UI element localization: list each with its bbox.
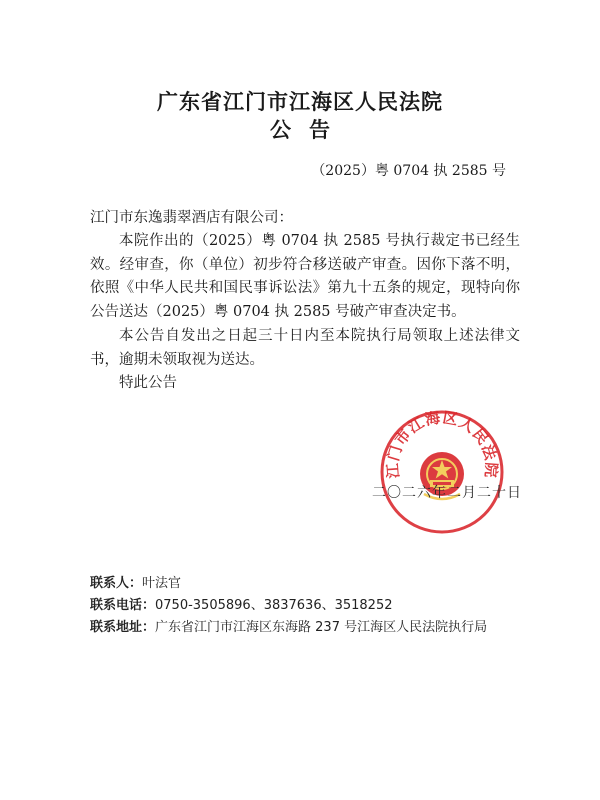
closing-text: 特此公告: [119, 375, 177, 391]
contact-person: [90, 572, 181, 591]
contact-person-label: 联系人：: [90, 576, 143, 591]
court-seal: [378, 408, 506, 536]
case-number: （2025）粤 0704 执 2585 号: [311, 163, 506, 179]
seal-text: 江门市江海区人民法院: [383, 408, 501, 480]
body-paragraph-2: 本公告自发出之日起三十日内至本院执行局领取上述法律文书，逾期未领取视为送达。: [90, 328, 520, 368]
court-title: 广东省江门市江海区人民法院: [157, 89, 443, 114]
contact-address: [90, 616, 487, 635]
contact-phone-label: 联系电话：: [90, 598, 156, 613]
document-type-title: 公告: [270, 117, 348, 142]
contact-person-value: 叶法官: [142, 576, 182, 591]
issue-date: 二〇二六年二月二十日: [372, 485, 522, 501]
contact-address-label: 联系地址：: [90, 620, 156, 635]
contact-phone: [90, 594, 392, 613]
contact-address-value: 广东省江门市江海区东海路 237 号江海区人民法院执行局: [155, 620, 488, 635]
addressee: 江门市东逸翡翠酒店有限公司：: [90, 210, 293, 226]
contact-phone-value: 0750-3505896、3837636、3518252: [155, 598, 393, 613]
body-paragraph-1: 本院作出的（2025）粤 0704 执 2585 号执行裁定书已经生效。经审查，你（单位）初步符合移送破产审查。因你下落不明，依照《中华人民共和国民事诉讼法》第九十五条的规定，现特向你公告送达（2025）粤 0704 执 2585 号破产审查决定书。: [90, 233, 520, 320]
